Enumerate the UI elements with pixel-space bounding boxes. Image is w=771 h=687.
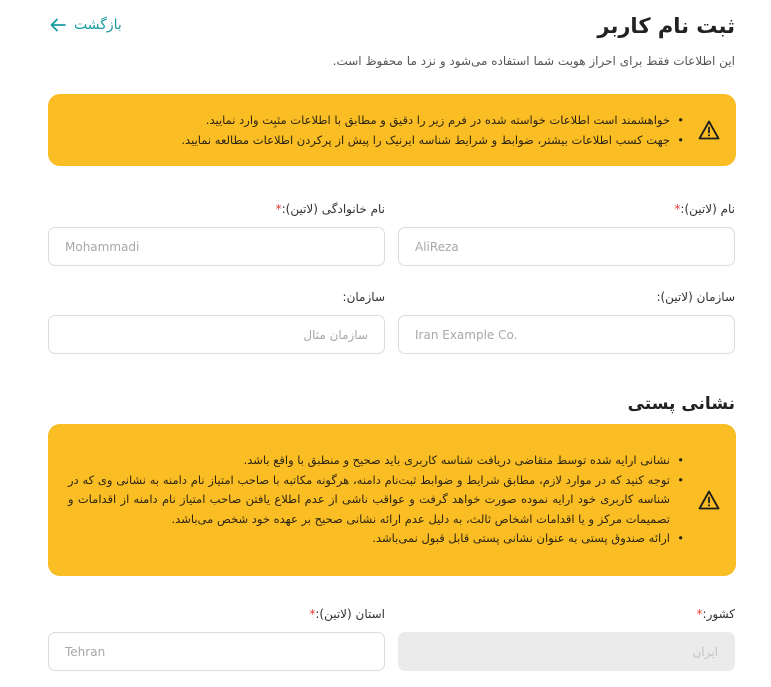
alert-item: • خواهشمند است اطلاعات خواسته شده در فرم زیر را دقیق و مطابق با اطلاعات مثبِت وارد نمایید. [68,110,684,130]
warning-icon [698,120,720,140]
alert-list [68,110,684,150]
alert-item: • توجه کنید که در موارد لازم، مطابق شرایط و ضوابط ثبت‌نام دامنه، هرگونه مکاتبه با صاحب امتیاز نام دامنه به نشانی وی که در شناسه کاربری خود ارایه نموده صورت خواهد گرفت و عواقب ناشی از عدم اطلاع یافتن صاحب امتیاز نام دامنه از اقدامات و تصمیمات مرکز و یا اقدامات اشخاص ثالث، به دلیل عدم ارائه نشانی صحیح بر عهده خود شخص می‌باشد. [68,471,684,530]
page-title: ثبت نام کاربر [597,14,735,38]
first-name-input[interactable] [398,227,735,266]
arrow-left-icon [50,18,66,32]
org-latin-input[interactable] [398,315,735,354]
org-label: سازمان: [342,290,385,304]
last-name-input[interactable] [48,227,385,266]
warning-icon [698,490,720,510]
last-name-label: نام خانوادگی (لاتین):* [275,202,385,216]
page-subtitle: این اطلاعات فقط برای احراز هویت شما استفاده می‌شود و نزد ما محفوظ است. [332,54,735,68]
back-link[interactable] [50,17,122,33]
required-mark: * [275,202,282,216]
org-latin-label: سازمان (لاتین): [656,290,735,304]
alert-item: • نشانی ارایه شده توسط متقاضی دریافت شناسه کاربری باید صحیح و منطبق با واقع باشد. [68,451,684,471]
province-input[interactable] [48,632,385,671]
country-input [398,632,735,671]
alert-item: • ارائه صندوق پستی به عنوان نشانی پستی قابل قبول نمی‌باشد. [68,529,684,549]
postal-alert [48,424,736,576]
back-label: بازگشت [74,17,122,33]
alert-list [68,451,684,549]
org-input[interactable] [48,315,385,354]
first-name-label: نام (لاتین):* [674,202,735,216]
info-alert [48,94,736,166]
required-mark: * [696,607,703,621]
postal-address-title: نشانی پستی [627,394,735,414]
required-mark: * [309,607,316,621]
country-label: کشور:* [696,607,735,621]
province-label: استان (لاتین):* [309,607,385,621]
required-mark: * [674,202,681,216]
alert-item: • جهت کسب اطلاعات بیشتر، ضوابط و شرایط شناسه ایرنیک را پیش از پرکردن اطلاعات مطالعه نمایید. [68,130,684,150]
